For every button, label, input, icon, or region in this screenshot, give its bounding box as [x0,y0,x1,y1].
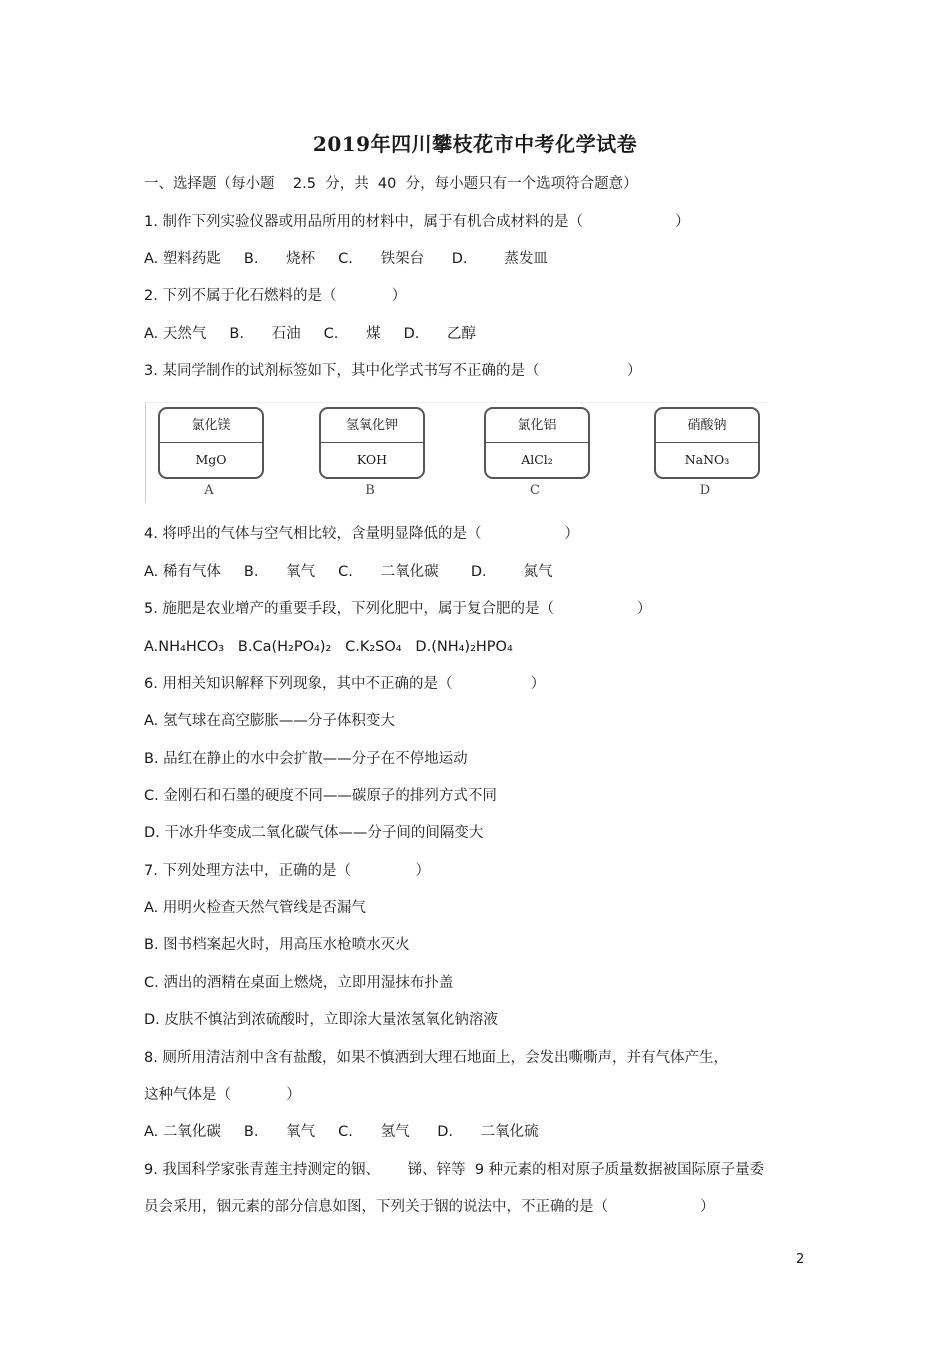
question-2: 2. 下列不属于化石燃料的是（ ） [144,288,407,304]
question-3: 3. 某同学制作的试剂标签如下，其中化学式书写不正确的是（ ） [144,363,642,379]
question-9: 9. 我国科学家张青莲主持测定的铟、 锑、锌等 9 种元素的相对原子质量数据被国际原子量委 [144,1162,765,1178]
question-4: 4. 将呼出的气体与空气相比较，含量明显降低的是（ ） [144,526,579,542]
question-6-option-a: A. 氢气球在高空膨胀——分子体积变大 [144,713,395,729]
page-number: 2 [796,1252,805,1267]
reagent-labels-figure [145,402,768,503]
question-7-option-d: D. 皮肤不慎沾到浓硫酸时，立即涂大量浓氢氧化钠溶液 [144,1012,498,1028]
option-letter: C [530,483,540,498]
question-7-option-a: A. 用明火检查天然气管线是否漏气 [144,900,366,916]
exam-title: 2019年四川攀枝花市中考化学试卷 [312,132,638,156]
question-6-option-b: B. 品红在静止的水中会扩散——分子在不停地运动 [144,751,468,767]
reagent-name: 氢氧化钾 [321,409,423,443]
reagent-formula: NaNO₃ [684,452,730,467]
question-8-options: A. 二氧化碳 B. 氧气 C. 氢气 D. 二氧化硫 [144,1124,539,1140]
question-6: 6. 用相关知识解释下列现象，其中不正确的是（ ） [144,676,546,692]
reagent-name: 硝酸钠 [656,409,758,443]
question-8-continued: 这种气体是（ ） [144,1087,301,1103]
question-6-option-d: D. 干冰升华变成二氧化碳气体——分子间的间隔变大 [144,825,484,841]
question-4-options: A. 稀有气体 B. 氧气 C. 二氧化碳 D. 氮气 [144,564,553,580]
reagent-label-a [158,407,264,479]
reagent-formula: KOH [356,452,388,467]
question-7-option-c: C. 洒出的酒精在桌面上燃烧，立即用湿抹布扑盖 [144,975,454,991]
question-8: 8. 厕所用清洁剂中含有盐酸，如果不慎洒到大理石地面上，会发出嘶嘶声，并有气体产生， [144,1050,728,1066]
question-6-option-c: C. 金刚石和石墨的硬度不同——碳原子的排列方式不同 [144,788,497,804]
reagent-name: 氯化铝 [486,409,588,443]
reagent-label-d [654,407,760,479]
option-letter: D [699,483,711,498]
reagent-label-c [484,407,590,479]
question-9-continued: 员会采用，铟元素的部分信息如图，下列关于铟的说法中，不正确的是（ ） [144,1199,715,1215]
option-letter: B [365,483,375,498]
question-1-options: A. 塑料药匙 B. 烧杯 C. 铁架台 D. 蒸发皿 [144,251,548,267]
question-5: 5. 施肥是农业增产的重要手段，下列化肥中，属于复合肥的是（ ） [144,601,652,617]
question-5-options: A.NH₄HCO₃ B.Ca(H₂PO₄)₂ C.K₂SO₄ D.(NH₄)₂HPO₄ [144,639,513,655]
reagent-formula: AlCl₂ [521,452,553,467]
reagent-label-b [319,407,425,479]
reagent-name: 氯化镁 [160,409,262,443]
question-7: 7. 下列处理方法中，正确的是（ ） [144,863,430,879]
reagent-formula: MgO [195,452,227,467]
section-heading: 一、选择题（每小题 2.5 分，共 40 分，每小题只有一个选项符合题意） [144,176,638,192]
option-letter: A [204,483,214,498]
question-7-option-b: B. 图书档案起火时，用高压水枪喷水灭火 [144,937,410,953]
question-1: 1. 制作下列实验仪器或用品所用的材料中，属于有机合成材料的是（ ） [144,214,690,230]
question-2-options: A. 天然气 B. 石油 C. 煤 D. 乙醇 [144,326,477,342]
